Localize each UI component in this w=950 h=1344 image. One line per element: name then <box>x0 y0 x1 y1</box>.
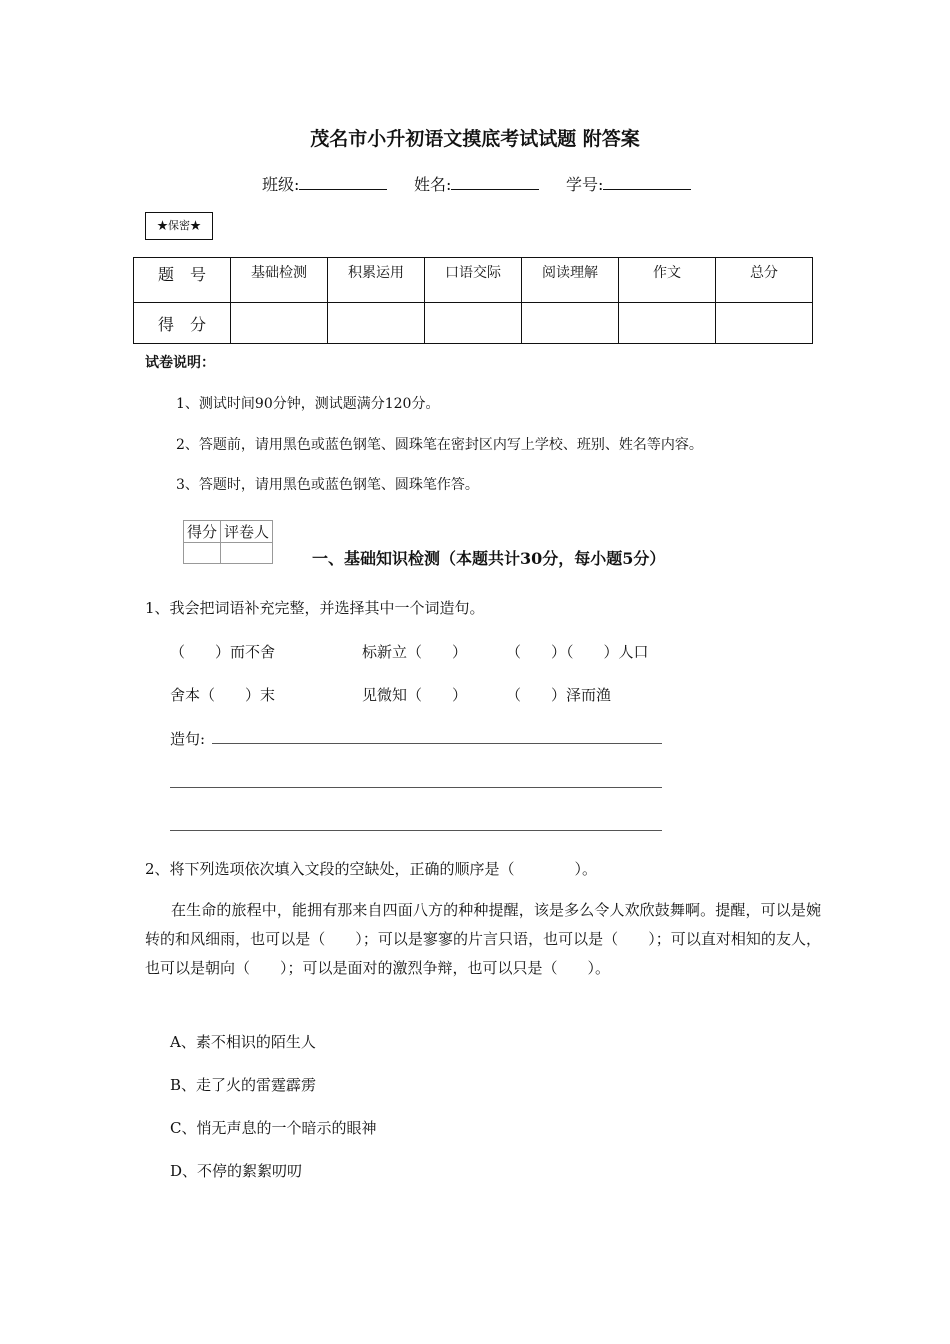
class-field[interactable] <box>262 172 387 195</box>
idiom-blank[interactable]: （ ）（ ）人口 <box>506 643 649 661</box>
score-table-header: 阅读理解 <box>522 258 619 303</box>
score-cell[interactable] <box>716 303 813 344</box>
student-id-blank[interactable] <box>603 175 691 190</box>
grader-reviewer-cell[interactable] <box>221 543 273 564</box>
score-table-header: 总分 <box>716 258 813 303</box>
score-cell[interactable] <box>328 303 425 344</box>
answer-line[interactable] <box>170 787 662 788</box>
score-table-header: 积累运用 <box>328 258 425 303</box>
idiom-blank[interactable]: 标新立（ ） <box>362 643 468 661</box>
class-blank[interactable] <box>299 175 387 190</box>
score-table-header: 口语交际 <box>425 258 522 303</box>
idiom-blank[interactable]: 舍本（ ）末 <box>170 686 276 704</box>
name-field[interactable] <box>414 172 539 195</box>
class-label: 班级: <box>262 175 300 194</box>
note-item: 3、答题时，请用黑色或蓝色钢笔、圆珠笔作答。 <box>176 477 479 493</box>
option-a: A、素不相识的陌生人 <box>170 1033 316 1051</box>
note-item: 1、测试时间90分钟，测试题满分120分。 <box>176 396 440 412</box>
option-b: B、走了火的雷霆霹雳 <box>170 1076 317 1094</box>
question-2-stem: 2、将下列选项依次填入文段的空缺处，正确的顺序是（ ）。 <box>145 860 598 878</box>
score-table <box>133 257 813 344</box>
notes-title: 试卷说明： <box>145 355 215 371</box>
option-d: D、不停的絮絮叨叨 <box>170 1162 303 1180</box>
grader-table <box>183 520 273 564</box>
score-cell[interactable] <box>522 303 619 344</box>
score-cell[interactable] <box>619 303 716 344</box>
option-c: C、悄无声息的一个暗示的眼神 <box>170 1119 377 1137</box>
grader-score-cell[interactable] <box>184 543 221 564</box>
score-row-label: 得 分 <box>134 303 231 344</box>
student-id-label: 学号: <box>566 175 604 194</box>
grader-reviewer-label: 评卷人 <box>221 521 273 543</box>
name-blank[interactable] <box>451 175 539 190</box>
idiom-blank[interactable]: （ ）而不舍 <box>170 643 276 661</box>
idiom-blank[interactable]: （ ）泽而渔 <box>506 686 612 704</box>
score-table-header: 作文 <box>619 258 716 303</box>
score-table-header: 基础检测 <box>231 258 328 303</box>
answer-line[interactable] <box>212 743 662 744</box>
grader-score-label: 得分 <box>184 521 221 543</box>
page-title: 茂名市小升初语文摸底考试试题 附答案 <box>310 128 640 150</box>
question-2-passage: 在生命的旅程中，能拥有那来自四面八方的种种提醒，该是多么令人欢欣鼓舞啊。提醒，可以是婉转的和风细雨，也可以是（ ）；可以是寥寥的片言只语，也可以是（ ）；可以直对相知的友人，也可以是朝向（ ）；可以是面对的激烈争辩，也可以只是（ ）。 <box>145 901 821 977</box>
idiom-blank[interactable]: 见微知（ ） <box>362 686 468 704</box>
score-cell[interactable] <box>231 303 328 344</box>
section-title: 一、基础知识检测（本题共计30分，每小题5分） <box>312 549 666 568</box>
student-id-field[interactable] <box>566 172 691 195</box>
score-table-header: 题 号 <box>134 258 231 303</box>
name-label: 姓名: <box>414 175 452 194</box>
confidential-stamp: ★保密★ <box>145 212 213 240</box>
score-cell[interactable] <box>425 303 522 344</box>
answer-line[interactable] <box>170 830 662 831</box>
note-item: 2、答题前，请用黑色或蓝色钢笔、圆珠笔在密封区内写上学校、班别、姓名等内容。 <box>176 437 703 453</box>
sentence-label: 造句: <box>170 730 206 748</box>
question-1-stem: 1、我会把词语补充完整，并选择其中一个词造句。 <box>145 599 485 617</box>
